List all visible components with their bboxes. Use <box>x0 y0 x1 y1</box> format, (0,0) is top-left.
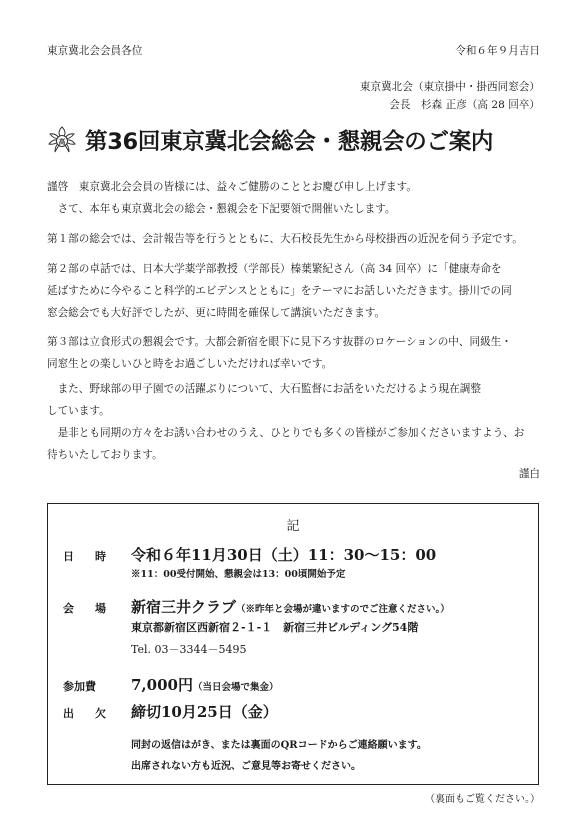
greeting-line-1: 謹啓 東京冀北会会員の皆様には、益々ご健勝のこととお慶び申し上げます。 <box>47 181 417 193</box>
fee-label: 参加費 <box>63 680 96 693</box>
greeting-line-2: さて、本年も東京冀北会の総会・懇親会を下記要領で開催いたします。 <box>47 203 396 215</box>
fee-line <box>131 674 279 695</box>
rsvp-label: 出 欠 <box>63 707 111 720</box>
fee-note: （当日会場で集金） <box>192 682 279 693</box>
part2-line-1: 第２部の卓話では、日本大学薬学部教授（学部長）榛葉繁紀さん（高 34 回卒）に「健康寿命を <box>47 263 502 275</box>
details-heading: 記 <box>286 519 300 534</box>
rsvp-value: 締切10月25日（金） <box>131 703 278 721</box>
part2-line-2: 延ばすために今やること科学的エビデンスとともに」をテーマにお話しいただきます。掛川での同 <box>47 285 512 297</box>
rsvp-note-1: 同封の返信はがき、または裏面のQRコードからご連絡願います。 <box>131 740 427 751</box>
organization-name: 東京冀北会（東京掛中・掛西同窓会） <box>359 81 540 93</box>
page-title: 第36回東京冀北会総会・懇親会のご案内 <box>85 129 494 155</box>
title-row <box>47 124 493 156</box>
part2-line-3: 窓会総会でも大好評でしたが、更に時間を確保して講演いただきます。 <box>47 307 386 319</box>
datetime-note: ※11：00受付開始、懇親会は13：00頃開始予定 <box>131 569 346 580</box>
venue-name: 新宿三井クラブ <box>131 598 237 616</box>
venue-note: （※昨年と会場が違いますのでご注意ください。） <box>236 604 450 615</box>
details-box <box>47 503 539 785</box>
venue-address: 東京都新宿区西新宿２-１-１ 新宿三井ビルディング54階 <box>131 621 419 634</box>
baseball-line-2: しています。 <box>47 405 110 417</box>
footer-note: （裏面もご覧ください。） <box>425 794 540 805</box>
venue-tel: Tel. 03－3344－5495 <box>131 643 247 656</box>
school-crest-icon <box>47 125 77 155</box>
fee-value: 7,000円 <box>131 676 193 694</box>
venue-label: 会 場 <box>63 602 111 615</box>
chair-name: 会長 杉森 正彦（高 28 回卒） <box>389 99 540 111</box>
invite-line-2: 待ちいたしております。 <box>47 449 163 461</box>
part1-paragraph: 第１部の総会では、会計報告等を行うとともに、大石校長先生から母校掛西の近況を伺う予定です。 <box>47 233 523 245</box>
datetime-value: 令和６年11月30日（土）11：30～15：00 <box>131 546 437 564</box>
rsvp-note-2: 出席されない方も近況、ご意見等お寄せください。 <box>131 761 361 772</box>
venue-line <box>131 596 450 617</box>
closing-word: 謹白 <box>518 468 540 480</box>
svg-text:高: 高 <box>58 138 66 146</box>
part3-line-1: 第３部は立食形式の懇親会です。大都会新宿を眼下に見下ろす抜群のロケーションの中、同級生・ <box>47 336 512 348</box>
part3-line-2: 同窓生との楽しいひと時をお過ごしいただければ幸いです。 <box>47 358 333 370</box>
datetime-label: 日 時 <box>63 550 111 563</box>
issue-date: 令和６年９月吉日 <box>455 45 540 57</box>
invite-line-1: 是非とも同期の方々をお誘い合わせのうえ、ひとりでも多くの皆様がご参加くださいますよう、お <box>47 427 525 439</box>
baseball-line-1: また、野球部の甲子園での活躍ぶりについて、大石監督にお話をいただけるよう現在調整 <box>47 383 481 395</box>
addressee: 東京冀北会会員各位 <box>47 45 143 57</box>
